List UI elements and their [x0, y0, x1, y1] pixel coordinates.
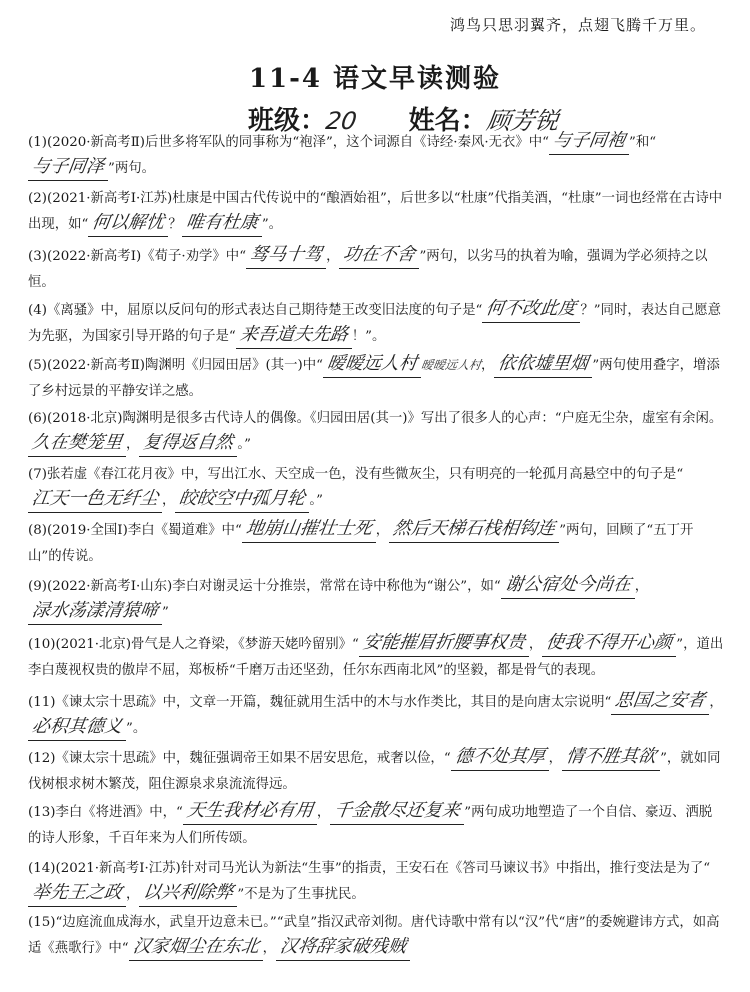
- answer-2: 汉将辞家破残贼: [278, 936, 408, 957]
- question-text: (5)(2022·新高考Ⅱ)陶渊明《归园田居》(其一)中“: [28, 358, 324, 373]
- answer-2: 必积其德义: [30, 716, 124, 737]
- question-item: [28, 690, 724, 742]
- question-text: (9)(2022·新高考Ⅰ·山东)李白对谢灵运十分推崇，常常在诗中称他为“谢公”，如“: [28, 579, 501, 594]
- answer-1: 德不处其厚: [453, 746, 547, 767]
- question-item: [28, 574, 724, 626]
- question-item: [28, 186, 724, 238]
- answer-2-blank: [542, 632, 676, 657]
- question-text: ，: [709, 695, 723, 710]
- question-text: ，: [262, 941, 276, 956]
- question-item: [28, 352, 724, 405]
- answer-2: 然后天梯石栈相钩连: [391, 518, 557, 539]
- answer-1-blank: [549, 130, 629, 155]
- question-text: (2)(2021·新高考Ⅰ·江苏)杜康是中国古代传说中的“酿酒始祖”，后世多以“杜康”代指美酒，“杜康”一词也经常在古诗中出现，如“: [28, 191, 723, 232]
- page-title: 11-4 语文早读测验: [248, 64, 502, 94]
- answer-2-blank: [28, 156, 108, 181]
- answer-2: 千金散尽还复来: [332, 800, 462, 821]
- question-text: ”两句使用叠字，增添了乡村远景的平静安详之感。: [28, 358, 720, 399]
- answer-2: 功在不舍: [342, 244, 417, 265]
- question-text: 。”: [309, 493, 323, 508]
- class-value: 20: [324, 107, 359, 135]
- answer-1-blank: [501, 574, 635, 599]
- answer-2: 以兴利除弊: [141, 882, 235, 903]
- answer-1: 与子同袍: [551, 130, 627, 151]
- question-text: ？”同时，表达自己愿意为先驱，为国家引导开路的句子是“: [28, 303, 722, 344]
- question-item: [28, 406, 724, 458]
- question-text: ”两句，回顾了“五丁开山”的传说。: [28, 523, 694, 564]
- name-label: 姓名：: [408, 106, 487, 136]
- answer-2-blank: [330, 800, 464, 825]
- question-text: ，: [528, 637, 543, 652]
- question-text: ”: [162, 605, 169, 620]
- question-text: (6)(2018·北京)陶渊明是很多古代诗人的偶像。《归园田居(其一)》写出了很多人的心声：“户庭无尘杂，虚室有余闲。: [28, 411, 723, 426]
- question-item: [28, 462, 724, 514]
- answer-1-blank: [323, 353, 421, 378]
- question-item: [28, 244, 724, 296]
- question-item: [28, 632, 724, 684]
- question-text: (1)(2020·新高考Ⅱ)后世多将军队的同事称为“袍泽”，这个词源自《诗经·秦风·无衣》中“: [28, 135, 550, 150]
- answer-note: 暧暧远人村: [420, 358, 483, 372]
- question-text: ”两句，以劣马的执着为喻，强调为学必须持之以恒。: [28, 249, 708, 290]
- answer-1-blank: [451, 746, 549, 771]
- answer-2-blank: [175, 488, 309, 513]
- question-item: [28, 298, 724, 350]
- question-text: ，: [126, 437, 140, 452]
- question-text: (8)(2019·全国Ⅰ)李白《蜀道难》中“: [28, 523, 242, 538]
- answer-2: 来吾道夫先路: [238, 324, 350, 345]
- answer-1-blank: [183, 800, 317, 825]
- answer-1: 驽马十驾: [248, 244, 324, 265]
- answer-1: 久在樊笼里: [30, 432, 124, 453]
- answer-1-blank: [482, 298, 580, 323]
- motto: 鸿鸟只思羽翼齐，点翅飞腾千万里。: [449, 16, 706, 34]
- answer-2: 与子同泽: [30, 156, 106, 177]
- answer-1: 何以解忧: [91, 212, 166, 233]
- answer-2-blank: [28, 716, 126, 741]
- answer-1: 安能摧眉折腰事权贵: [361, 632, 527, 653]
- answer-2: 皎皎空中孤月轮: [177, 488, 307, 509]
- question-text: ”两句成功地塑造了一个自信、豪迈、洒脱的诗人形象，千百年来为人们所传颂。: [28, 805, 713, 846]
- question-text: (15)“边庭流血成海水，武皇开边意未已。”“武皇”指汉武帝刘彻。唐代诗歌中常有以“汉”代“唐”的委婉避讳方式，如高适《燕歌行》中“: [28, 915, 720, 956]
- question-text: ！”。: [351, 329, 386, 344]
- question-text: ”。: [126, 721, 147, 736]
- answer-2: 依依墟里烟: [497, 353, 590, 374]
- question-text: (14)(2021·新高考Ⅰ·江苏)针对司马光认为新法“生事”的指责，王安石在《答司马谏议书》中指出，推行变法是为了“: [28, 861, 711, 876]
- answer-1: 何不改此度: [484, 298, 578, 319]
- question-text: (7)张若虚《春江花月夜》中，写出江水、天空成一色，没有些微灰尘，只有明亮的一轮孤月高悬空中的句子是“: [28, 467, 684, 482]
- answer-1: 举先王之政: [30, 882, 124, 903]
- question-text: (10)(2021·北京)骨气是人之脊梁，《梦游天姥吟留别》“: [28, 637, 359, 652]
- answer-1-blank: [242, 518, 376, 543]
- question-text: ，: [481, 358, 495, 373]
- question-text: ”不是为了生事扰民。: [237, 887, 365, 902]
- question-text: ，: [162, 493, 176, 508]
- question-text: ，: [326, 249, 340, 264]
- question-item: [28, 800, 724, 852]
- answer-1-blank: [129, 936, 263, 961]
- answer-2-blank: [562, 746, 660, 771]
- question-text: (13)李白《将进酒》中，“: [28, 805, 183, 820]
- answer-1: 思国之安者: [613, 690, 707, 711]
- class-label: 班级：: [248, 106, 327, 136]
- answer-1-blank: [88, 212, 168, 237]
- answer-1: 谢公宿处今尚在: [503, 574, 633, 595]
- question-text: ，: [316, 805, 331, 820]
- answer-1: 汉家烟尘在东北: [131, 936, 261, 957]
- answer-2-blank: [236, 324, 352, 349]
- answer-2: 唯有杜康: [184, 212, 260, 233]
- answer-2-blank: [389, 518, 559, 543]
- question-item: [28, 746, 724, 798]
- question-text: ？: [168, 217, 182, 232]
- question-text: ”，道出李白蔑视权贵的傲岸不屈，郑板桥“千磨万击还坚劲，任尔东西南北风”的坚毅，都是骨气的表现。: [28, 637, 724, 678]
- question-text: ”，就如同伐树根求树木繁茂，阻住源泉求泉流流得远。: [28, 751, 721, 792]
- answer-2-blank: [494, 353, 592, 378]
- answer-2: 使我不得开心颜: [544, 632, 674, 653]
- question-text: ，: [375, 523, 390, 538]
- answer-1-blank: [28, 488, 162, 513]
- answer-2: 复得返自然: [141, 432, 235, 453]
- answer-1-blank: [611, 690, 709, 715]
- answer-2-blank: [139, 432, 237, 457]
- question-text: ”和“: [629, 135, 657, 150]
- answer-2-blank: [139, 882, 237, 907]
- answer-1: 天生我材必有用: [185, 800, 315, 821]
- question-text: ”两句。: [108, 161, 156, 176]
- answer-2-blank: [28, 600, 162, 625]
- answer-2: 情不胜其欲: [564, 746, 658, 767]
- answer-1: 暧暧远人村: [325, 353, 419, 374]
- question-item: [28, 518, 724, 570]
- answer-1-blank: [359, 632, 529, 657]
- question-text: ，: [126, 887, 140, 902]
- question-text: (3)(2022·新高考Ⅰ)《荀子·劝学》中“: [28, 249, 247, 264]
- name-value: 顾芳锐: [484, 107, 561, 135]
- question-text: 。”: [237, 437, 251, 452]
- answer-2-blank: [339, 244, 419, 269]
- answer-1-blank: [28, 882, 126, 907]
- question-text: ”。: [261, 217, 283, 232]
- answer-1: 江天一色无纤尘: [30, 488, 160, 509]
- question-item: [28, 910, 724, 962]
- answer-1: 地崩山摧壮士死: [244, 518, 374, 539]
- answer-2: 渌水荡漾清猿啼: [30, 600, 160, 621]
- question-item: [28, 130, 724, 182]
- answer-2-blank: [276, 936, 410, 961]
- question-text: (12)《谏太宗十思疏》中，魏征强调帝王如果不居安思危，戒奢以俭，“: [28, 751, 451, 766]
- answer-2-blank: [182, 212, 262, 237]
- question-text: ，: [634, 579, 649, 594]
- question-text: (11)《谏太宗十思疏》中，文章一开篇，魏征就用生活中的木与水作类比，其目的是向唐太宗说明“: [28, 695, 612, 710]
- question-text: ，: [548, 751, 563, 766]
- question-item: [28, 856, 724, 908]
- answer-1-blank: [246, 244, 326, 269]
- question-text: (4)《离骚》中，屈原以反问句的形式表达自己期待楚王改变旧法度的句子是“: [28, 303, 483, 318]
- answer-1-blank: [28, 432, 126, 457]
